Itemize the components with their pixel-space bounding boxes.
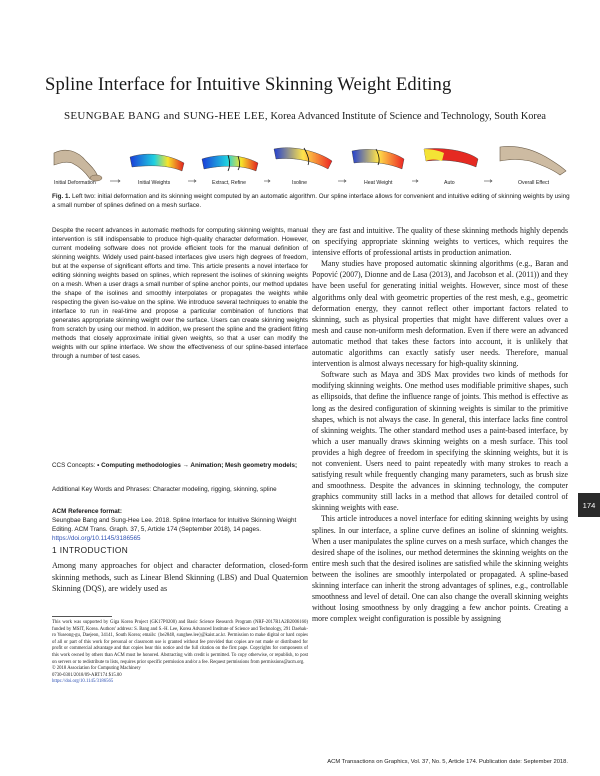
ccs-text: • Computing methodologies → Animation; Mesh geometry models; xyxy=(95,462,298,469)
figure-caption xyxy=(52,192,572,210)
right-paragraph-2: Many studies have proposed automatic skinning algorithms (e.g., Baran and Popović (2007), Dionne and de Lasa (2013), and Jacobson et al. (2011)) and they have been useful for generating initial weights. However, since most of these algorithms only deal with geometric properties of the rest mesh, e.g., geometric deformation energy, they cannot reflect other important factors related to skinning, such as physical properties that might have different values over a mesh and cause non-uniform mesh deformation. Even if there were an advanced automatic method that takes these factors into account, it is unlikely that automatic algorithms can exactly satisfy user needs. Therefore, manual intervention is almost always necessary for high-quality skinning. xyxy=(312,259,568,369)
reference-label: ACM Reference format: xyxy=(52,508,122,515)
right-paragraph-4: This article introduces a novel interface for editing skinning weights by using splines. In our interface, a spline curve defines an isoline of skinning weights. When a user manipulates the spline curves on a mesh surface, which changes the desired shape of the isolines, our method determines the skinning weights on the entire mesh such that the desired isolines are satisfied while the skinning weights between the isolines are smoothly interpolated or propagated. A spline-based skinning interface can inherit the strong advantages of splines, e.g., controllable smoothness and level of detail. One can also change the overall skinning weights without losing smoothness by only dragging a few anchor points. Creating a more complex weight configuration is possible by assigning xyxy=(312,514,568,624)
footnote-issn: 0730-0301/2018/09-ART174 $15.00 xyxy=(52,672,122,678)
footnote-copyright: © 2018 Association for Computing Machinery xyxy=(52,666,141,672)
figure-label-initial-weights: Initial Weights xyxy=(138,180,171,185)
arm-model-weights xyxy=(130,154,184,171)
caption-prefix: Fig. 1. xyxy=(52,193,71,200)
figure-label-isoline: Isoline xyxy=(292,180,307,185)
footnote-text: This work was supported by Giga Korea Project (GK17P0200) and Basic Science Research Program (NRF-2017R1A2B2006160) funded by MSIT, Korea. Authors' address: S. Bang and S.-H. Lee, Korea Advanced Institute of Science and Technology, 291 Daehak-ro Yuseong-gu, Daejeon, 34141, South Korea; emails: {be2848, sunghee.lee}@kaist.ac.kr. Permission to make digital or hard copies of all or part of this work for personal or classroom use is granted without fee provided that copies are not made or distributed for profit or commercial advantage and that copies bear this notice and the full citation on the first page. Copyrights for components of this work owned by others than ACM must be honored. Abstracting with credit is permitted. To copy otherwise, or republish, to post on servers or to redistribute to lists, requires prior specific permission and/or a fee. Request permissions from permissions@acm.org. xyxy=(52,620,308,665)
right-paragraph-3: Software such as Maya and 3DS Max provides two kinds of methods for modifying skinning weights. One method uses modifiable primitive shapes, such as ellipsoids, that define the influence range of joints. This method is effective as long as the desired configuration of skinning weights is similar to the primitive shapes, which is not always the case. In general, this interface lacks fine control of skinning weights. The other standard method uses a paint-based interface, by which a user manually draws skinning weights on a mesh surface. This tool provides a high degree of freedom in specifying the skinning weights, but it is not convenient. Users need to paint repeatedly with many strokes to reach a satisfying result while frequently changing many parameters, such as brush size and smoothness. Despite the advances in skinning technology, the computer graphics community still lacks in a method that allows for detailed control of skinning weights with ease. xyxy=(312,370,568,513)
figure-label-heat-weight: Heat Weight xyxy=(364,180,393,185)
reference-doi-link[interactable]: https://doi.org/10.1145/3186565 xyxy=(52,535,141,542)
footnote-doi-link[interactable]: https://doi.org/10.1145/3186565 xyxy=(52,679,114,685)
abstract xyxy=(52,226,308,361)
arm-model-final xyxy=(500,146,566,175)
page-number-tab: 174 xyxy=(578,493,600,517)
figure-label-overall-effect: Overall Effect xyxy=(518,180,550,185)
arm-model-auto xyxy=(424,148,478,167)
author-line xyxy=(64,110,574,122)
keywords xyxy=(52,485,308,494)
caption-text: Left two: initial deformation and its skinning weight computed by an automatic algorithm. Our spline interface allows for convenient and intuitive editing of skinning weights by using a small number of splines defined on a mesh surface. xyxy=(52,193,570,209)
abstract-text: Despite the recent advances in automatic methods for computing skinning weights, manual intervention is still indispensable to produce high-quality character deformation. However, current modeling software does not provide efficient tools for the manual definition of skinning weights. Widely used paint-based interfaces give users high degrees of freedom, but at the expense of significant efforts and time. This article presents a novel interface for editing skinning weights based on splines, which represent the isolines of skinning weights on a mesh. When a user drags a small number of spline anchor points, our method updates the shape of the isolines and smoothly interpolates or propagates the weights while respecting the given iso-value on the spline. We introduce several techniques to enable the interface to run in real-time and propose a particular combination of functions that generates appropriate skinning weight over the surface. Users can create skinning weights from scratch by using our method. In addition, we present the spline and the gradient fitting methods that closely approximate initial given weights, so that a user can modify the weights with our spline interface. We show the effectiveness of our spline-based interface through a number of test cases. xyxy=(52,227,308,360)
footnote xyxy=(52,620,308,686)
keywords-text: Additional Key Words and Phrases: Character modeling, rigging, skinning, spline xyxy=(52,486,277,493)
arm-model-initial xyxy=(54,150,102,181)
author-affiliation: Korea Advanced Institute of Science and Technology, South Korea xyxy=(267,111,546,122)
figure-label-extract-refine: Extract, Refine xyxy=(212,180,247,185)
figure-label-auto: Auto xyxy=(444,180,455,185)
author-names: SEUNGBAE BANG and SUNG-HEE LEE, xyxy=(64,110,268,122)
reference-text: Seungbae Bang and Sung-Hee Lee. 2018. Spline Interface for Intuitive Skinning Weight Editing. ACM Trans. Graph. 37, 5, Article 174 (September 2018), 14 pages. xyxy=(52,517,297,533)
body-right-column xyxy=(312,225,568,624)
ccs-label: CCS Concepts: xyxy=(52,462,96,469)
arm-model-isoline xyxy=(274,148,332,169)
paper-title: Spline Interface for Intuitive Skinning Weight Editing xyxy=(45,74,452,95)
figure-label-initial-deformation: Initial Deformation xyxy=(54,180,96,185)
teaser-figure xyxy=(52,137,572,185)
arm-model-heat xyxy=(352,149,404,169)
arm-model-splines xyxy=(202,155,258,171)
right-paragraph-1: they are fast and intuitive. The quality of these skinning methods highly depends on specifying appropriate skinning weights to vertices, which requires the intensive efforts of professional artists in production animation. xyxy=(312,226,568,258)
introduction-paragraph: Among many approaches for object and character deformation, closed-form skinning methods, such as Linear Blend Skinning (LBS) and Dual Quaternion Skinning (DQS), are widely used as xyxy=(52,561,308,593)
running-footer: ACM Transactions on Graphics, Vol. 37, No. 5, Article 174. Publication date: September 2018. xyxy=(327,759,568,765)
footnote-divider xyxy=(52,616,112,617)
introduction-text-left xyxy=(52,560,308,595)
ccs-concepts xyxy=(52,461,308,470)
section-heading-introduction: 1 INTRODUCTION xyxy=(52,545,129,555)
acm-reference xyxy=(52,507,308,543)
